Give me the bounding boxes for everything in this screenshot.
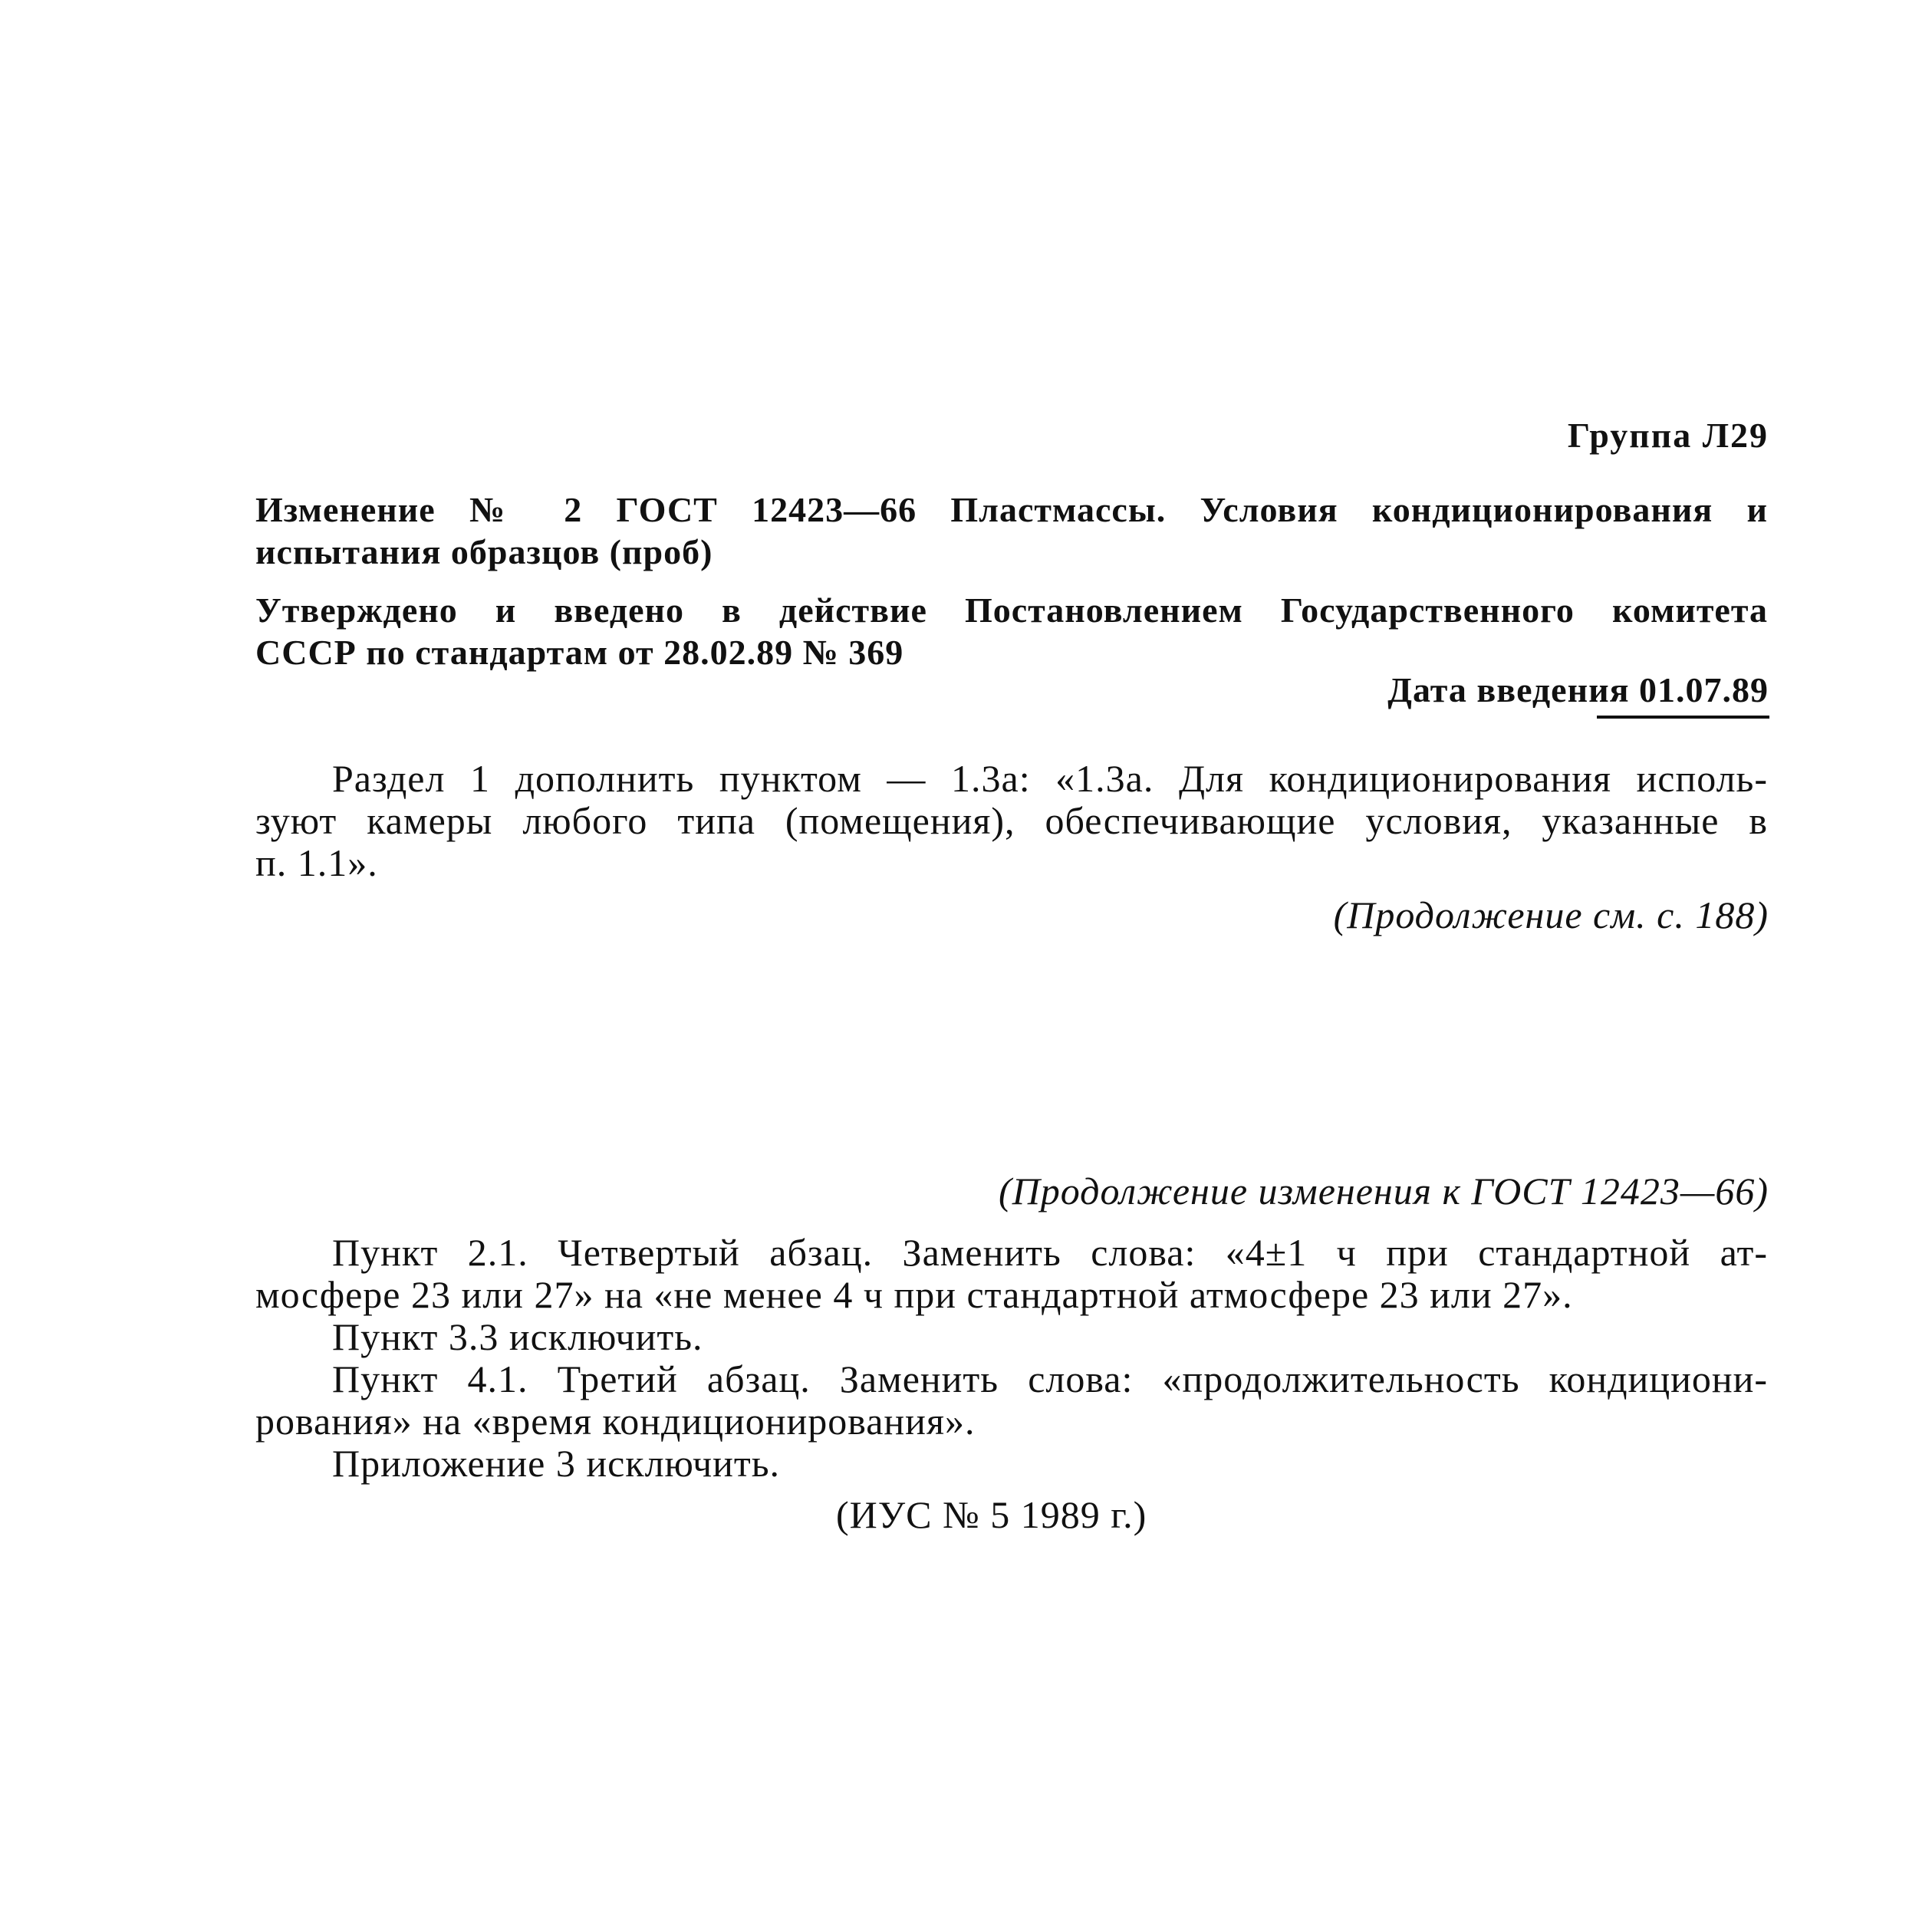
introduction-date bbox=[1387, 670, 1769, 709]
document-title-line-2: испытания образцов (проб) bbox=[255, 532, 713, 571]
approval-line-2: СССР по стандартам от 28.02.89 № 369 bbox=[255, 633, 904, 672]
change-item-4-1-line-1: Пункт 4.1. Третий абзац. Заменить слова: «продолжительность кондициони- bbox=[332, 1357, 1768, 1400]
group-label: Группа Л29 bbox=[1567, 416, 1769, 455]
introduction-date-value: 01.07.89 bbox=[1639, 670, 1769, 709]
change-item-2-1-line-1: Пункт 2.1. Четвертый абзац. Заменить слова: «4±1 ч при стандартной ат- bbox=[332, 1231, 1768, 1274]
introduction-date-label: Дата введения bbox=[1387, 670, 1639, 709]
section1-line-3: п. 1.1». bbox=[255, 841, 378, 884]
date-underline bbox=[1597, 716, 1769, 719]
continuation-header: (Продолжение изменения к ГОСТ 12423—66) bbox=[999, 1170, 1769, 1213]
change-item-3-3: Пункт 3.3 исключить. bbox=[332, 1315, 703, 1358]
document-title-line-1: Изменение № 2 ГОСТ 12423—66 Пластмассы. Условия кондиционирования и bbox=[255, 490, 1768, 529]
continuation-note: (Продолжение см. с. 188) bbox=[1333, 893, 1769, 936]
section1-line-2: зуют камеры любого типа (помещения), обеспечивающие условия, указанные в bbox=[255, 799, 1768, 842]
change-appendix-3: Приложение 3 исключить. bbox=[332, 1442, 781, 1485]
section1-line-1: Раздел 1 дополнить пунктом — 1.3а: «1.3а. Для кондиционирования исполь- bbox=[332, 757, 1768, 800]
change-item-2-1-line-2: мосфере 23 или 27» на «не менее 4 ч при стандартной атмосфере 23 или 27». bbox=[255, 1273, 1573, 1316]
approval-line-1: Утверждено и введено в действие Постановлением Государственного комитета bbox=[255, 591, 1768, 630]
change-item-4-1-line-2: рования» на «время кондиционирования». bbox=[255, 1400, 976, 1443]
ius-reference: (ИУС № 5 1989 г.) bbox=[836, 1493, 1147, 1536]
